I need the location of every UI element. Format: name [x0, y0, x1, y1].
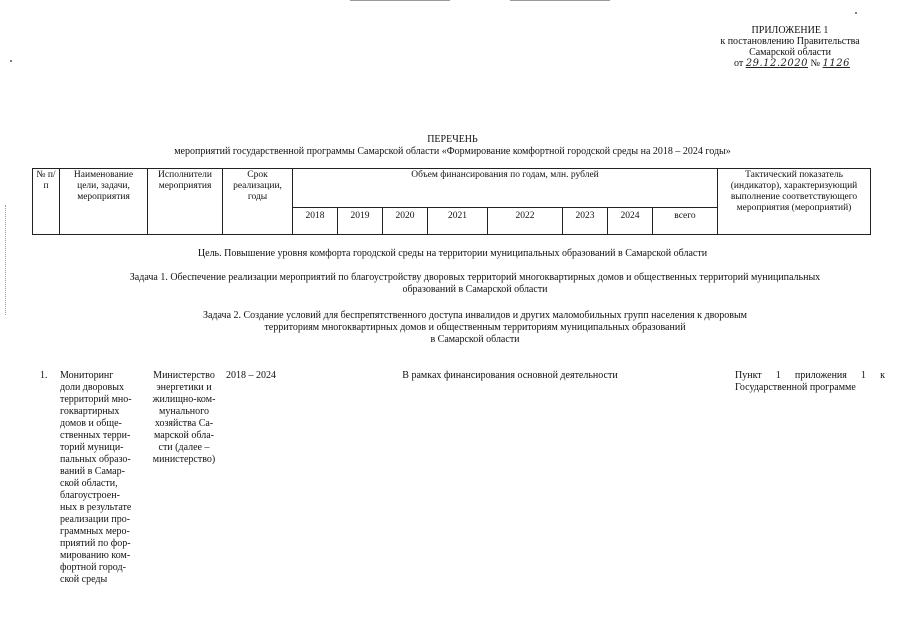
- header-num: № п/п: [33, 169, 60, 235]
- header-financing: Объем финансирования по годам, млн. рублей: [293, 169, 718, 208]
- appendix-block: [690, 25, 890, 69]
- task-2: [95, 310, 855, 346]
- task-1-line-2: образований в Самарской области: [402, 284, 548, 295]
- row-1-name-line: реализации про-: [60, 514, 131, 525]
- row-1-executor-line: министерство): [152, 454, 216, 465]
- year-total: всего: [653, 208, 718, 235]
- row-1-name-line: благоустроен-: [60, 490, 120, 501]
- row-1-executor-line: хозяйства Са-: [154, 418, 214, 429]
- row-1-executor-line: жилищно-ком-: [152, 394, 216, 405]
- row-1-name-line: ных в результате: [60, 502, 132, 513]
- appendix-line-2: Самарской области: [749, 47, 831, 58]
- order-reference: [690, 58, 890, 69]
- task-2-line-1: Задача 2. Создание условий для беспрепятственного доступа инвалидов и других маломобильных групп населения к дворовым: [202, 310, 748, 321]
- scan-edge-marks: [5, 205, 8, 315]
- plan-table-header: [32, 168, 871, 235]
- order-date: 29.12.2020: [745, 58, 808, 69]
- goal-text: Цель. Повышение уровня комфорта городской среды на территории муниципальных образований в Самарской области: [197, 248, 708, 259]
- year-2021: 2021: [428, 208, 488, 235]
- year-2024: 2024: [608, 208, 653, 235]
- document-title: ПЕРЕЧЕНЬ: [427, 134, 478, 145]
- appendix-title: ПРИЛОЖЕНИЕ 1: [751, 25, 829, 36]
- row-1-name-line: торий муници-: [60, 442, 124, 453]
- scan-artifact-line: [510, 0, 610, 1]
- row-1-name-line: мированию ком-: [60, 550, 131, 561]
- order-prefix: от: [733, 58, 744, 69]
- row-1-executor-line: мунального: [159, 406, 209, 417]
- year-2018: 2018: [293, 208, 338, 235]
- row-1-term: 2018 – 2024: [226, 370, 276, 381]
- header-indicator: Тактический показатель (индикатор), характеризующий выполнение соответствующего мероприятия (мероприятий): [718, 169, 871, 235]
- row-1-name-line: ственных терри-: [60, 430, 131, 441]
- row-1-financing: В рамках финансирования основной деятельности: [402, 370, 618, 381]
- row-1-name-line: территорий мно-: [60, 394, 132, 405]
- row-1-name-line: приятий по фор-: [60, 538, 131, 549]
- row-1-name-line: граммных меро-: [60, 526, 130, 537]
- year-2023: 2023: [563, 208, 608, 235]
- row-1-indicator: Пункт 1 приложения 1 к Государственной программе: [735, 370, 885, 393]
- scan-artifact-dot: [10, 60, 12, 62]
- row-1-executor-line: Министерство: [153, 370, 215, 381]
- scan-artifact-line: [350, 0, 450, 1]
- year-2019: 2019: [338, 208, 383, 235]
- header-executors: Исполнители мероприятия: [148, 169, 223, 235]
- row-1-number: 1.: [40, 370, 48, 381]
- order-number: 1126: [822, 58, 850, 69]
- row-1-name-line: фортной город-: [60, 562, 126, 573]
- header-term: Срок реализации, годы: [223, 169, 293, 235]
- row-1-name-line: гоквартирных: [60, 406, 120, 417]
- appendix-line-1: к постановлению Правительства: [720, 36, 860, 47]
- row-1-name-line: ской среды: [60, 574, 108, 585]
- row-1-name-line: Мониторинг: [60, 370, 114, 381]
- row-1-name: [60, 370, 140, 586]
- row-1-executor-line: энергетики и: [156, 382, 212, 393]
- row-1-name-line: доли дворовых: [60, 382, 124, 393]
- header-name: Наименование цели, задачи, мероприятия: [60, 169, 148, 235]
- row-1-name-line: пальных образо-: [60, 454, 131, 465]
- task-2-line-3: в Самарской области: [430, 334, 520, 345]
- row-1-name-line: ваний в Самар-: [60, 466, 125, 477]
- document-subtitle: мероприятий государственной программы Самарской области «Формирование комфортной городской среды на 2018 – 2024 годы»: [174, 146, 731, 157]
- scan-artifact-dot: [855, 12, 857, 14]
- year-2022: 2022: [488, 208, 563, 235]
- row-1-executor: [146, 370, 222, 466]
- order-number-label: №: [810, 58, 821, 69]
- row-1-executor-line: марской обла-: [154, 430, 214, 441]
- task-1-line-1: Задача 1. Обеспечение реализации мероприятий по благоустройству дворовых территорий многоквартирных домов и общественных территорий муниципальных: [129, 272, 821, 283]
- year-2020: 2020: [383, 208, 428, 235]
- row-1-name-line: ской области,: [60, 478, 118, 489]
- row-1-executor-line: сти (далее –: [158, 442, 210, 453]
- row-1-name-line: домов и обще-: [60, 418, 122, 429]
- task-2-line-2: территориям многоквартирных домов и общественным территориям муниципальных образований: [264, 322, 686, 333]
- task-1: [95, 272, 855, 296]
